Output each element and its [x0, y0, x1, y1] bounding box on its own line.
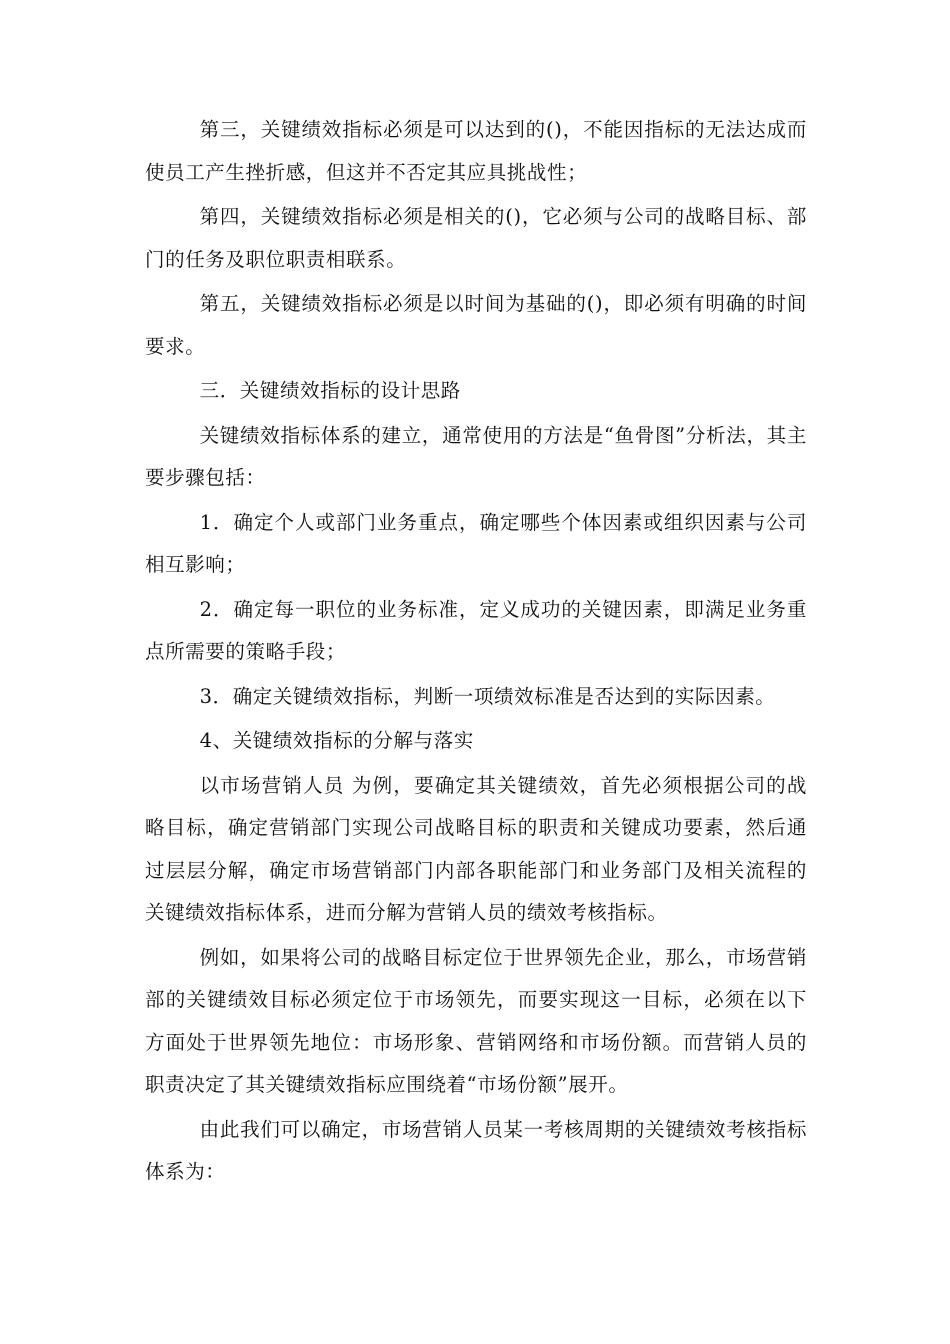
list-item-step-2: 2．确定每一职位的业务标准，定义成功的关键因素，即满足业务重点所需要的策略手段； [145, 597, 807, 663]
paragraph-world-leading-example: 例如，如果将公司的战略目标定位于世界领先企业，那么，市场营销部的关键绩效目标必须定位于市场领先，而要实现这一目标，必须在以下方面处于世界领先地位：市场形象、营销网络和市场份额。而营销人员的职责决定了其关键绩效指标应围绕着“市场份额”展开。 [145, 945, 807, 1096]
list-item-step-1: 1．确定个人或部门业务重点，确定哪些个体因素或组织因素与公司相互影响； [145, 510, 807, 576]
list-item-step-3: 3．确定关键绩效指标，判断一项绩效标准是否达到的实际因素。 [199, 684, 776, 708]
paragraph-fishbone-method: 关键绩效指标体系的建立，通常使用的方法是“鱼骨图”分析法，其主要步骤包括： [145, 423, 807, 489]
paragraph-marketing-example: 以市场营销人员 为例，要确定其关键绩效，首先必须根据公司的战略目标，确定营销部门实现公司战略目标的职责和关键成功要素，然后通过层层分解，确定市场营销部门内部各职能部门和业务部门及相关流程的关键绩效指标体系，进而分解为营销人员的绩效考核指标。 [145, 773, 807, 924]
document-body [145, 109, 807, 1196]
paragraph-fifth-criterion: 第五，关键绩效指标必须是以时间为基础的()，即必须有明确的时间要求。 [145, 292, 807, 358]
section-heading-design-approach: 三．关键绩效指标的设计思路 [199, 379, 461, 402]
paragraph-conclusion: 由此我们可以确定，市场营销人员某一考核周期的关键绩效考核指标体系为： [145, 1117, 807, 1183]
section-heading-decomposition: 4、关键绩效指标的分解与落实 [199, 729, 474, 752]
paragraph-fourth-criterion: 第四，关键绩效指标必须是相关的()，它必须与公司的战略目标、部门的任务及职位职责相联系。 [145, 205, 807, 271]
paragraph-third-criterion: 第三，关键绩效指标必须是可以达到的()，不能因指标的无法达成而使员工产生挫折感，但这并不否定其应具挑战性； [145, 118, 807, 184]
